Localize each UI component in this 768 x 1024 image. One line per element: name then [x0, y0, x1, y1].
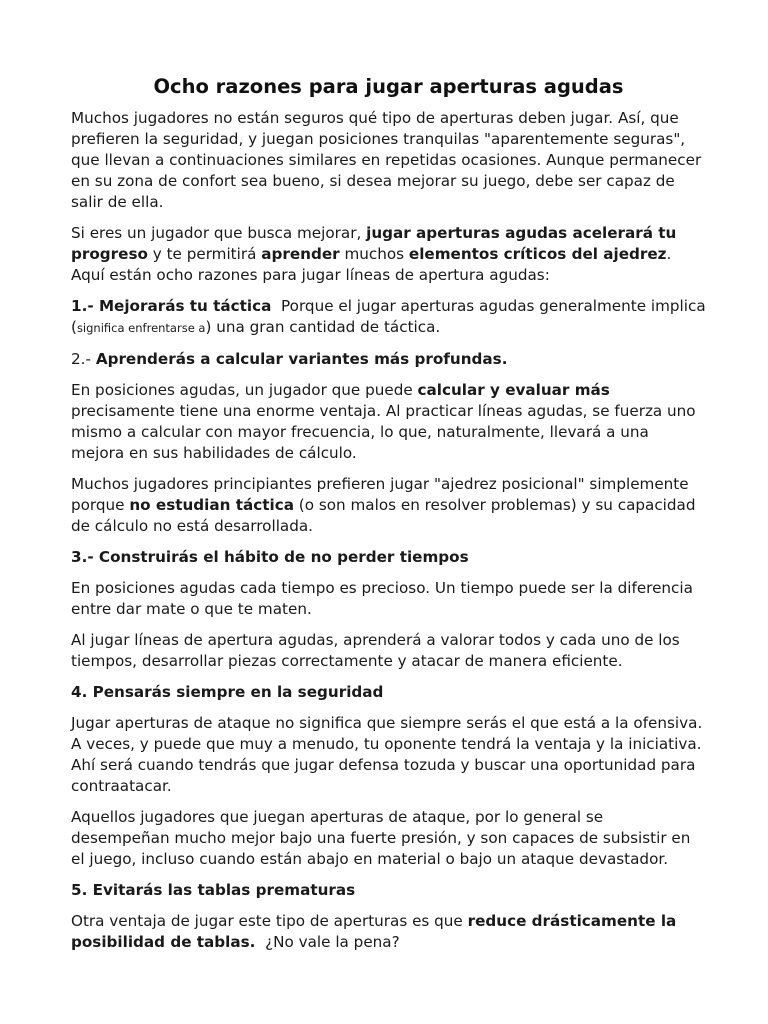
section-2-paragraph-1 [71, 380, 706, 464]
intro-bold-progress: jugar aperturas agudas acelerará tu progreso [71, 224, 677, 263]
intro-paragraph-1: Muchos jugadores no están seguros qué tipo de aperturas deben jugar. Así, que prefieren la seguridad, y juegan posiciones tranquilas "aparentemente seguras", que llevan a continuaciones similares en repetidas ocasiones. Aunque permanecer en su zona de confort sea bueno, si desea mejorar su juego, debe ser capaz de salir de ella. [71, 109, 702, 211]
section-4-heading: 4. Pensarás siempre en la seguridad [71, 683, 384, 701]
section-2-number: 2.- [71, 350, 96, 368]
section-1-small-note: significa enfrentarse a [76, 321, 206, 335]
section-5-heading: 5. Evitarás las tablas prematuras [71, 881, 356, 899]
section-2-text: Muchos jugadores principiantes prefieren jugar "ajedrez posicional" simplemente porque [71, 475, 689, 514]
section-3-paragraph-2: Al jugar líneas de apertura agudas, aprenderá a valorar todos y cada uno de los tiempos, desarrollar piezas correctamente y atacar de manera eficiente. [71, 631, 680, 670]
section-4-paragraph-1: Jugar aperturas de ataque no significa que siempre serás el que está a la ofensiva. A veces, y puede que muy a menudo, tu oponente tendrá la ventaja y la iniciativa. Ahí será cuando tendrás que jugar defensa tozuda y buscar una oportunidad para contraatacar. [71, 714, 703, 795]
intro-bold-aprender: aprender [261, 245, 340, 263]
section-3-paragraph-1: En posiciones agudas cada tiempo es precioso. Un tiempo puede ser la diferencia entre dar mate o que te maten. [71, 579, 693, 618]
intro-text: muchos [339, 245, 409, 263]
section-2-bold-tactica: no estudian táctica [129, 496, 294, 514]
section-1-number: 1.- [71, 297, 99, 315]
section-1-heading: Mejorarás tu táctica [98, 297, 272, 315]
intro-bold-elementos: elementos críticos del ajedrez [408, 245, 667, 263]
section-2-heading: Aprenderás a calcular variantes más profundas. [95, 350, 508, 368]
intro-text: . Aquí están ocho razones para jugar líneas de apertura agudas: [71, 245, 672, 284]
section-5-paragraph-1 [71, 911, 706, 953]
section-1-text: ) una gran cantidad de táctica. [205, 318, 441, 336]
section-2-bold-calcular: calcular y evaluar más [417, 381, 610, 399]
section-1-text: Porque el jugar aperturas agudas generalmente implica ( [71, 297, 711, 336]
intro-text: y te permitirá [147, 245, 262, 263]
page-title: Ocho razones para jugar aperturas agudas [153, 75, 624, 98]
section-2-paragraph-2 [71, 474, 706, 537]
section-2-heading-line [71, 349, 706, 370]
section-5-text: Otra ventaja de jugar este tipo de aperturas es que [71, 912, 468, 930]
section-2-text: precisamente tiene una enorme ventaja. Al practicar líneas agudas, se fuerza uno mismo a calcular con mayor frecuencia, lo que, naturalmente, llevará a una mejora en sus habilidades de cálculo. [71, 402, 696, 462]
document-page [71, 74, 711, 963]
section-3-heading: 3.- Construirás el hábito de no perder tiempos [71, 548, 469, 566]
section-4-paragraph-2: Aquellos jugadores que juegan aperturas de ataque, por lo general se desempeñan mucho mejor bajo una fuerte presión, y son capaces de subsistir en el juego, incluso cuando están abajo en material o bajo un ataque devastador. [71, 808, 691, 868]
section-5-bold-reduce: reduce drásticamente la posibilidad de tablas. [71, 912, 677, 951]
intro-paragraph-2 [71, 223, 706, 286]
section-2-text: En posiciones agudas, un jugador que puede [71, 381, 418, 399]
intro-text: Si eres un jugador que busca mejorar, [71, 224, 367, 242]
section-2-text: (o son malos en resolver problemas) y su capacidad de cálculo no está desarrollada. [71, 496, 696, 535]
section-5-text: ¿No vale la pena? [255, 933, 400, 951]
section-1-paragraph [71, 296, 711, 339]
